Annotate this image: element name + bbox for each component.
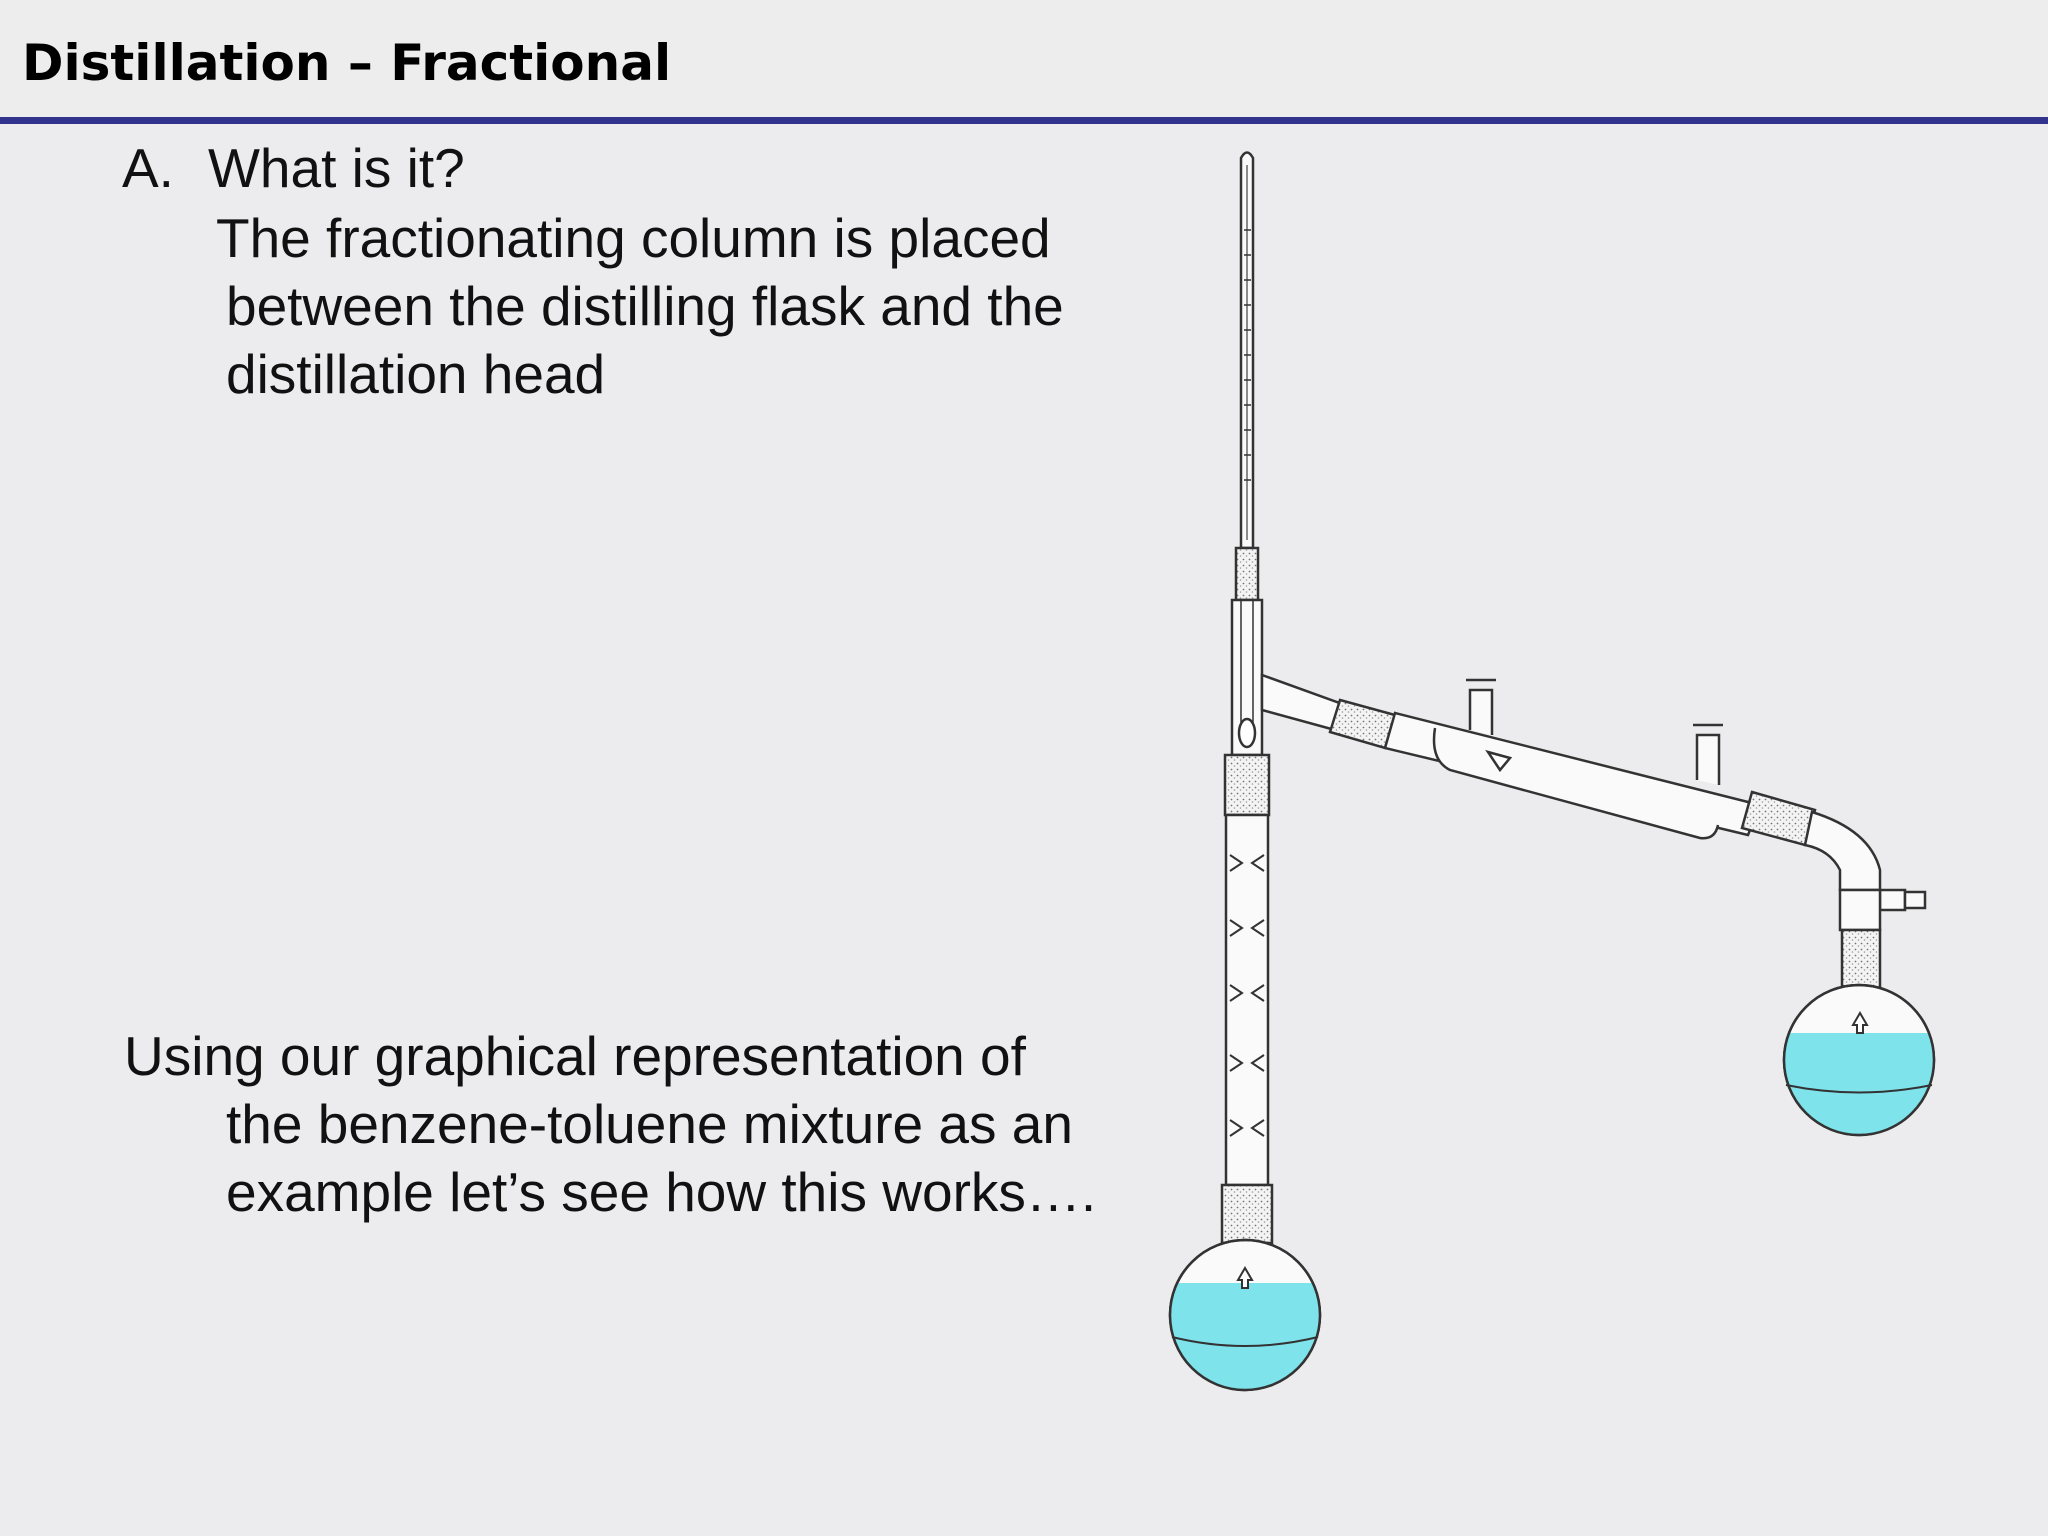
receiving-flask-icon (1775, 985, 1945, 1143)
closing-line: example let’s see how this works…. (226, 1161, 1097, 1223)
vacuum-adapter-icon (1805, 812, 1925, 990)
distillation-head-icon (1232, 600, 1345, 755)
fractionating-column-icon (1222, 755, 1272, 1243)
description-line: between the distilling flask and the (226, 275, 1064, 337)
condenser-icon (1330, 680, 1815, 845)
round-bottom-flask-icon (1160, 1240, 1340, 1403)
slide-title: Distillation – Fractional (22, 34, 672, 92)
closing-line: Using our graphical representation of (124, 1025, 1026, 1087)
section-marker: A. (122, 137, 174, 199)
closing-line: the benzene-toluene mixture as an (226, 1093, 1073, 1155)
thermometer-icon (1236, 153, 1258, 601)
description-line: distillation head (226, 343, 606, 405)
description-line: The fractionating column is placed (216, 207, 1051, 269)
section-heading-text: What is it? (208, 137, 465, 199)
